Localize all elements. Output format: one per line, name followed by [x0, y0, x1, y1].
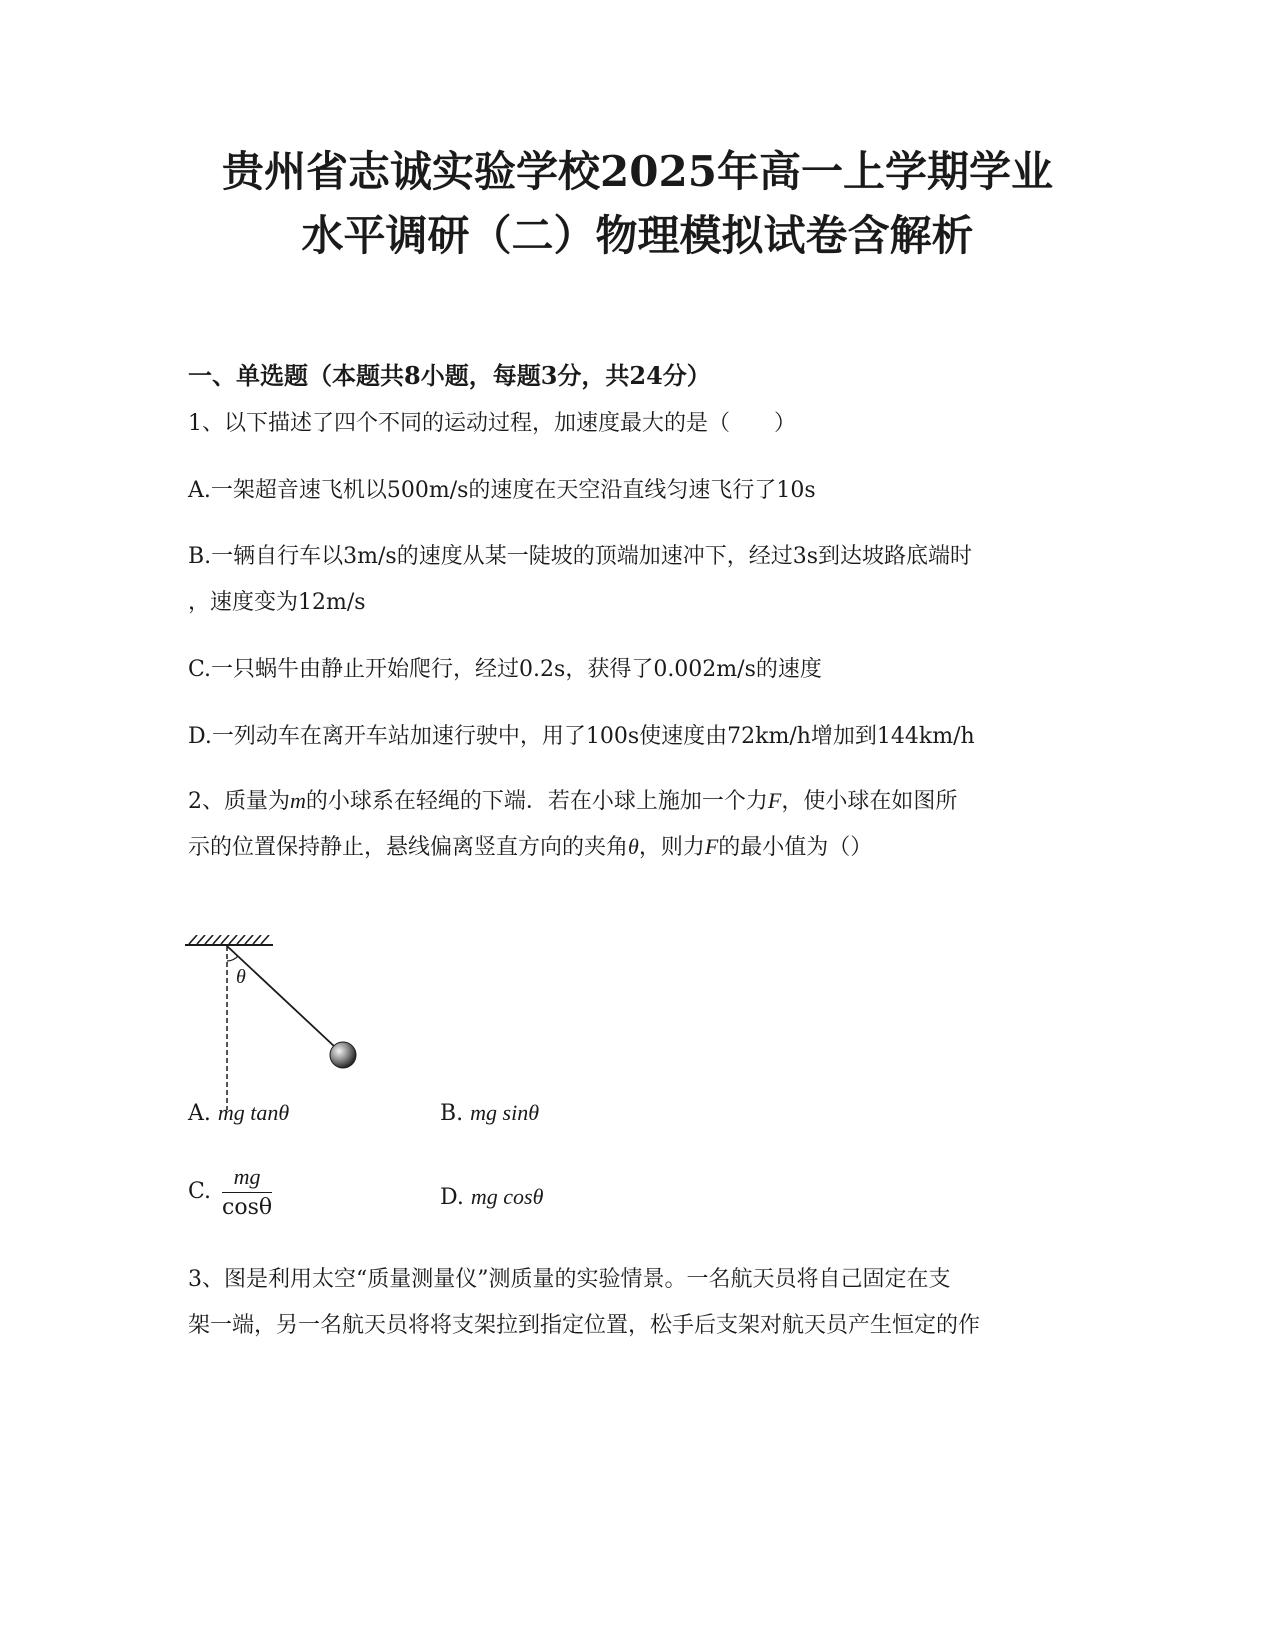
q1-option-b-line2: ，速度变为12m/s: [188, 590, 366, 615]
title-line-1: 贵州省志诚实验学校2025年高一上学期学业: [222, 147, 1053, 196]
q2-option-a: [188, 1100, 289, 1126]
q2-stem-text: ，则力: [638, 835, 705, 860]
q2-option-d: [440, 1184, 543, 1210]
option-expr: mg tanθ: [217, 1100, 290, 1125]
var-theta: θ: [628, 834, 639, 859]
fraction-numerator: mg: [222, 1164, 272, 1193]
option-label: B.: [440, 1101, 464, 1126]
option-label: D.: [440, 1185, 464, 1210]
q2-option-c: [188, 1164, 272, 1220]
var-f: F: [704, 834, 719, 859]
option-expr: mg sinθ: [470, 1100, 540, 1125]
document-title: [150, 140, 1125, 268]
option-expr: mg cosθ: [470, 1184, 544, 1209]
q1-option-a: A.一架超音速飞机以500m/s的速度在天空沿直线匀速飞行了10s: [188, 478, 816, 503]
q2-stem-line1: [188, 784, 957, 815]
q2-stem-text: ，使小球在如图所: [781, 789, 958, 814]
option-label: C.: [188, 1179, 212, 1204]
q1-option-b-line1: B.一辆自行车以3m/s的速度从某一陡坡的顶端加速冲下，经过3s到达坡路底端时: [188, 544, 973, 569]
fraction-denominator: cosθ: [222, 1195, 273, 1220]
q2-option-b: [440, 1100, 539, 1126]
q2-stem-text: 的最小值为（）: [718, 835, 873, 860]
q2-stem-line2: [188, 830, 872, 861]
option-label: A.: [188, 1101, 211, 1126]
ceiling: [185, 935, 273, 945]
q2-stem-text: 的小球系在轻绳的下端．若在小球上施加一个力: [305, 789, 768, 814]
angle-label: θ: [236, 966, 246, 988]
pendulum-diagram: [185, 935, 385, 1115]
q3-stem-line2: 架一端，另一名航天员将将支架拉到指定位置，松手后支架对航天员产生恒定的作: [188, 1313, 981, 1338]
q2-stem-text: 示的位置保持静止，悬线偏离竖直方向的夹角: [188, 835, 629, 860]
ball: [330, 1042, 356, 1068]
q1-option-d: D.一列动车在离开车站加速行驶中，用了100s使速度由72km/h增加到144km/h: [188, 724, 975, 749]
var-f: F: [767, 788, 782, 813]
section-heading: 一、单选题（本题共8小题，每题3分，共24分）: [188, 361, 711, 390]
var-m: m: [290, 788, 306, 813]
q1-option-c: C.一只蜗牛由静止开始爬行，经过0.2s，获得了0.002m/s的速度: [188, 657, 822, 682]
q2-stem-text: 2、质量为: [188, 789, 290, 814]
angle-arc: [227, 956, 238, 961]
q3-stem-line1: 3、图是利用太空“质量测量仪”测质量的实验情景。一名航天员将自己固定在支: [188, 1267, 951, 1292]
fraction: [222, 1164, 272, 1220]
title-line-2: 水平调研（二）物理模拟试卷含解析: [301, 211, 974, 260]
string: [227, 946, 335, 1047]
q1-stem: 1、以下描述了四个不同的运动过程，加速度最大的是（ ）: [188, 411, 796, 436]
